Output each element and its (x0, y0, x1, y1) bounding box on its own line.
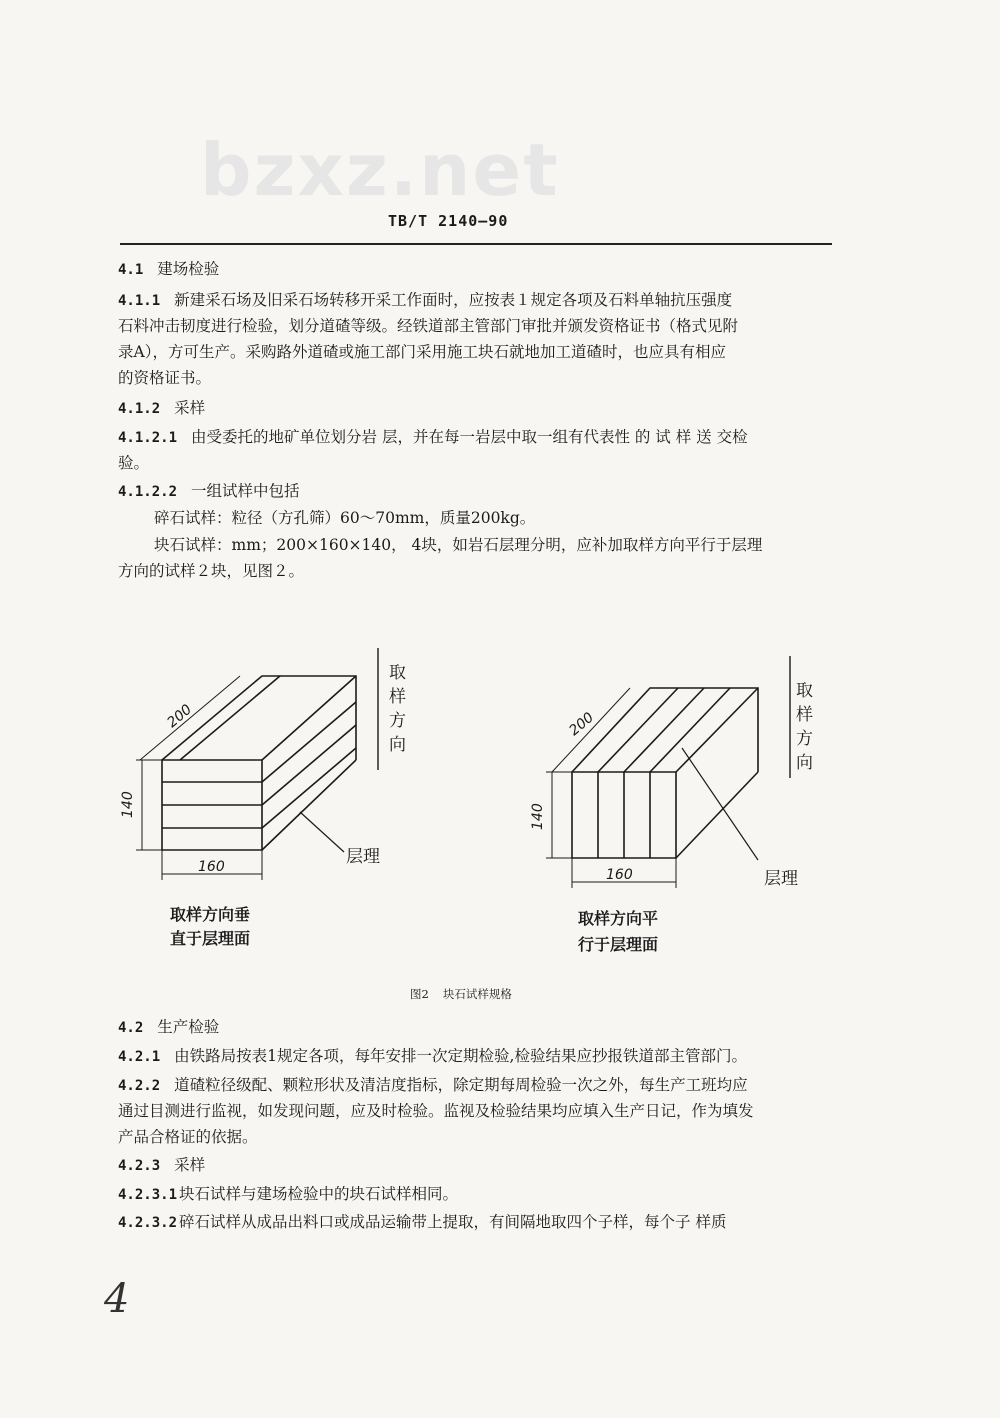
section-4-2-2-line-3: 产品合格证的依据。 (118, 1128, 258, 1146)
right-layer-label: 层理 (764, 869, 798, 889)
section-4-2-3-heading: 4.2.3 采样 (118, 1156, 206, 1174)
right-block-specimen (546, 656, 790, 888)
section-4-2-1-line: 4.2.1 由铁路局按表1规定各项，每年安排一次定期检验,检验结果应抄报铁道部主管部门。 (118, 1047, 747, 1065)
left-dim-height: 140 (120, 791, 136, 818)
section-4-1-1-line-3: 录A），方可生产。采购路外道碴或施工部门采用施工块石就地加工道碴时，也应具有相应 (118, 343, 726, 361)
section-4-2-3-2-line: 4.2.3.2 碎石试样从成品出料口或成品运输带上提取，有间隔地取四个子样，每个子 样质 (118, 1213, 727, 1231)
left-direction-char-2: 样 (389, 687, 406, 707)
section-4-2-2-line-1: 4.2.2 道碴粒径级配、颗粒形状及清洁度指标，除定期每周检验一次之外，每生产工班均应 (118, 1076, 748, 1094)
section-4-1-2-heading: 4.1.2 采样 (118, 399, 206, 417)
block-stone-sample-line-2: 方向的试样２块，见图２。 (118, 562, 305, 580)
crushed-stone-sample-line: 碎石试样：粒径（方孔筛）60～70mm，质量200kg。 (154, 509, 536, 527)
right-subcaption-line-1: 取样方向平 (578, 909, 659, 928)
watermark: bzxz.net (200, 128, 560, 212)
right-direction-char-2: 样 (796, 705, 813, 725)
right-direction-char-4: 向 (796, 753, 813, 773)
right-direction-char-1: 取 (796, 681, 813, 701)
right-dim-width: 160 (606, 867, 633, 883)
section-4-1-heading: 4.1 建场检验 (118, 260, 220, 278)
section-4-1-2-1-line-1: 4.1.2.1 由受委托的地矿单位划分岩 层，并在每一岩层中取一组有代表性 的 试 样 送 交检 (118, 428, 748, 446)
left-subcaption-line-2: 直于层理面 (170, 929, 251, 948)
section-4-1-1-line-1: 4.1.1 新建采石场及旧采石场转移开采工作面时，应按表１规定各项及石料单轴抗压强度 (118, 291, 733, 309)
left-dim-width: 160 (198, 859, 225, 875)
figure-2-caption: 图2 块石试样规格 (410, 987, 512, 1001)
left-block-specimen (136, 648, 378, 880)
left-direction-char-4: 向 (389, 735, 406, 755)
left-direction-char-1: 取 (389, 663, 406, 683)
section-4-1-2-1-line-2: 验。 (118, 454, 150, 472)
right-dim-length: 200 (566, 709, 598, 740)
block-stone-sample-line: 块石试样：mm；200×160×140， 4块，如岩石层理分明，应补加取样方向平行于层理 (154, 536, 763, 554)
section-4-2-3-1-line: 4.2.3.1 块石试样与建场检验中的块石试样相同。 (118, 1185, 459, 1203)
section-4-2-2-line-2: 通过目测进行监视，如发现问题，应及时检验。监视及检验结果均应填入生产日记，作为填发 (118, 1102, 754, 1120)
left-direction-char-3: 方 (389, 711, 406, 731)
left-subcaption-line-1: 取样方向垂 (170, 905, 251, 924)
section-4-2-heading: 4.2 生产检验 (118, 1018, 220, 1036)
page-number: 4 (104, 1276, 130, 1322)
right-direction-char-3: 方 (796, 729, 813, 749)
left-layer-label: 层理 (346, 847, 380, 867)
right-dim-height: 140 (530, 803, 546, 830)
section-4-1-2-2-heading: 4.1.2.2 一组试样中包括 (118, 482, 300, 500)
standard-code-header: TB/T 2140—90 (388, 212, 509, 230)
left-dim-length: 200 (164, 701, 196, 732)
section-4-1-1-line-2: 石料冲击韧度进行检验，划分道碴等级。经铁道部主管部门审批并颁发资格证书（格式见附 (118, 317, 739, 335)
section-4-1-1-line-4: 的资格证书。 (118, 369, 212, 387)
right-subcaption-line-2: 行于层理面 (578, 935, 659, 954)
